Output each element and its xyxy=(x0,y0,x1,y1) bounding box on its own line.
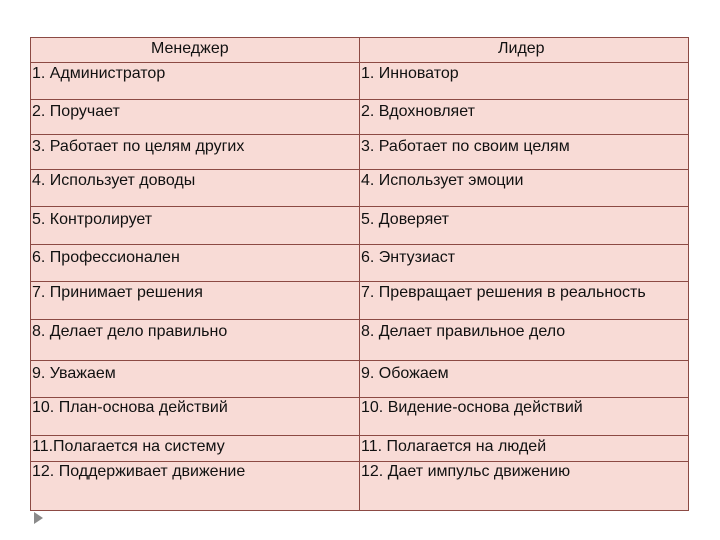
header-manager: Менеджер xyxy=(151,40,229,57)
row-divider xyxy=(31,435,688,436)
leader-item-5: 5. Доверяет xyxy=(361,211,449,228)
leader-item-4: 4. Использует эмоции xyxy=(361,172,524,189)
leader-item-7: 7. Превращает решения в реальность xyxy=(361,284,646,301)
manager-item-10: 10. План-основа действий xyxy=(32,399,228,416)
row-divider xyxy=(31,169,688,170)
manager-item-1: 1. Администратор xyxy=(32,65,166,82)
manager-item-4: 4. Использует доводы xyxy=(32,172,196,189)
manager-item-6: 6. Профессионален xyxy=(32,249,180,266)
row-divider xyxy=(31,62,688,63)
comparison-table xyxy=(30,37,689,511)
manager-item-9: 9. Уважаем xyxy=(32,365,116,382)
row-divider xyxy=(31,206,688,207)
leader-item-12: 12. Дает импульс движению xyxy=(361,463,571,480)
leader-item-3: 3. Работает по своим целям xyxy=(361,138,570,155)
leader-item-1: 1. Инноватор xyxy=(361,65,459,82)
manager-item-5: 5. Контролирует xyxy=(32,211,153,228)
manager-item-3: 3. Работает по целям других xyxy=(32,138,245,155)
leader-item-2: 2. Вдохновляет xyxy=(361,103,475,120)
slide-marker-arrow-icon xyxy=(34,512,43,524)
manager-item-2: 2. Поручает xyxy=(32,103,120,120)
leader-item-9: 9. Обожаем xyxy=(361,365,449,382)
row-divider xyxy=(31,134,688,135)
leader-item-8: 8. Делает правильное дело xyxy=(361,323,566,340)
manager-item-8: 8. Делает дело правильно xyxy=(32,323,228,340)
manager-item-7: 7. Принимает решения xyxy=(32,284,203,301)
leader-item-6: 6. Энтузиаст xyxy=(361,249,456,266)
row-divider xyxy=(31,319,688,320)
column-divider xyxy=(359,38,360,510)
row-divider xyxy=(31,461,688,462)
row-divider xyxy=(31,360,688,361)
row-divider xyxy=(31,244,688,245)
row-divider xyxy=(31,397,688,398)
row-divider xyxy=(31,281,688,282)
manager-item-11: 11.Полагается на систему xyxy=(32,438,225,455)
leader-item-10: 10. Видение-основа действий xyxy=(361,399,583,416)
leader-item-11: 11. Полагается на людей xyxy=(361,438,547,455)
header-leader: Лидер xyxy=(498,40,545,57)
row-divider xyxy=(31,99,688,100)
manager-item-12: 12. Поддерживает движение xyxy=(32,463,246,480)
